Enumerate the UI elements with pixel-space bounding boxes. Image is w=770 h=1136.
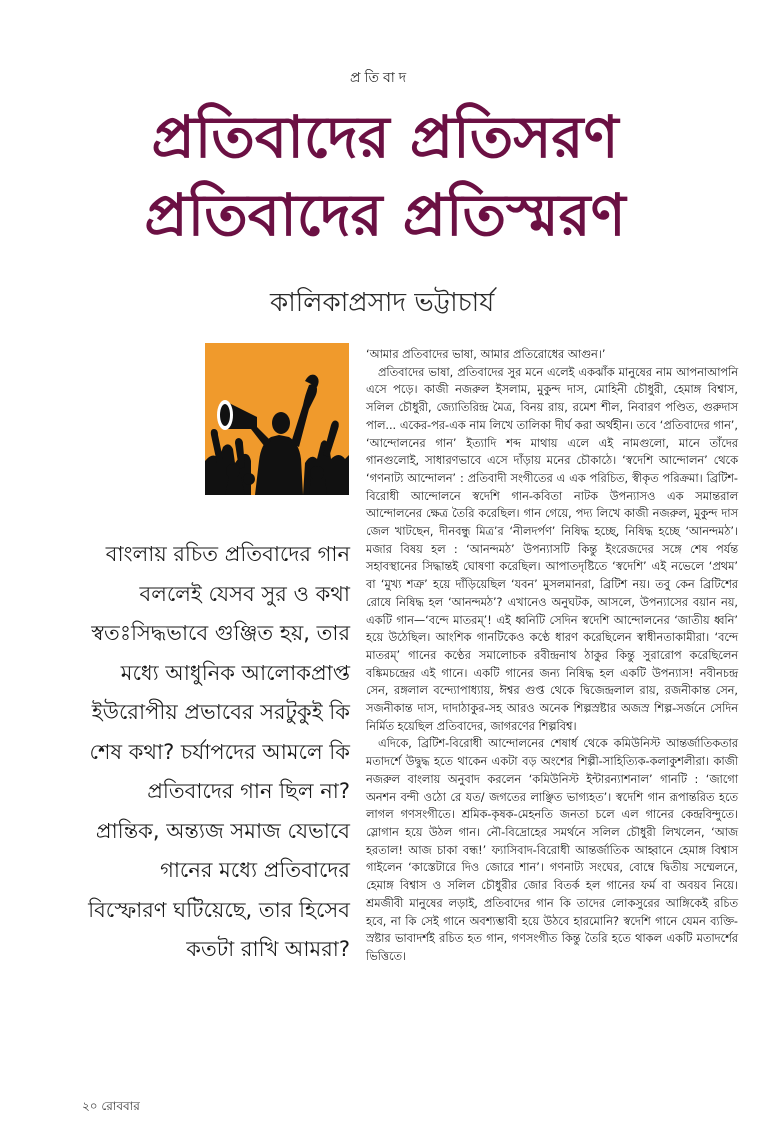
headline-line-1: প্রতিবাদের প্রতিসরণ (151, 103, 619, 171)
body-paragraph-2: প্রতিবাদের ভাষা, প্রতিবাদের সুর মনে এলেই একঝাঁক মানুষের নাম আপনাআপনি এসে পড়ে। কাজী নজরুল ইসলাম, মুকুন্দ দাস, মোহিনী চৌধুরী, হেমাঙ্গ বিশ্বাস, সলিল চৌধুরী, জ্যোতিরিন্দ্র মৈত্র, বিনয় রায়, রমেশ শীল, নিবারণ পণ্ডিত, গুরুদাস পাল... একের-পর-এক নাম লিখে তালিকা দীর্ঘ করা অর্থহীন। তবে ‘প্রতিবাদের গান’, ‘আন্দোলনের গান’ ইত্যাদি শব্দ মাথায় এলে এই নামগুলো, মানে তাঁদের গানগুলোই, সাধারণভাবে এসে দাঁড়ায় মনের চৌকাঠে। ‘স্বদেশি আন্দোলন’ থেকে ‘গণনাট্য আন্দোলন’ : প্রতিবাদী সংগীতের এ এক পরিচিত, স্বীকৃত পরিক্রমা। ব্রিটিশ-বিরোধী আন্দোলনে স্বদেশি গান-কবিতা নাটক উপন্যাসও এক সমান্তরাল আন্দোলনের ক্ষেত্র তৈরি করেছিল। গান গেয়ে, পদ্য লিখে কাজী নজরুল, মুকুন্দ দাস জেল খাটছেন, দীনবন্ধু মিত্র’র ‘নীলদর্পণ’ নিষিদ্ধ হচ্ছে, নিষিদ্ধ হচ্ছে ‘আনন্দমঠ’। মজার বিষয় হল : ‘আনন্দমঠ’ উপন্যাসটি কিন্তু ইংরেজদের সঙ্গে শেষ পর্যন্ত সহাবস্থানের সিদ্ধান্তই ঘোষণা করেছিল। আপাতদৃষ্টিতে ‘স্বদেশি’ এই নভেলে ‘প্রথম’ বা ‘মুখ্য শত্রু’ হয়ে দাঁড়িয়েছিল ‘যবন’ মুসলমানরা, ব্রিটিশ নয়। তবু কেন ব্রিটিশের রোষে নিষিদ্ধ হল ‘আনন্দমঠ’? এখানেও অনুঘটক, আসলে, উপন্যাসের বয়ান নয়, একটি গান—‘বন্দে মাতরম্’! এই ধ্বনিটি সেদিন স্বদেশি আন্দোলনের ‘জাতীয় ধ্বনি’ হয়ে উঠেছিল। আংশিক গানটিকেও কণ্ঠে ধারণ করেছিলেন স্বাধীনতাকামীরা। ‘বন্দে মাতরম্’ গানের কণ্ঠের সমালোচক রবীন্দ্রনাথ ঠাকুর কিন্তু সুরারোপ করেছিলেন বঙ্কিমচন্দ্রের এই গানে। একটি গানের জন্য নিষিদ্ধ হল একটি উপন্যাস! নবীনচন্দ্র সেন, রঙ্গলাল বন্দ্যোপাধ্যায়, ঈশ্বর গুপ্ত থেকে দ্বিজেন্দ্রলাল রায়, রজনীকান্ত সেন, সজনীকান্ত দাস, দাদাঠাকুর-সহ আরও অনেক শিল্পস্রষ্টার অজস্র শিল্প-সর্জনে সেদিন নির্মিত হয়েছিল প্রতিবাদের, জাগরণের শিল্পবিশ্ব। (366, 365, 738, 733)
headline (40, 98, 730, 254)
pull-quote: বাংলায় রচিত প্রতিবাদের গান বললেই যেসব সুর ও কথা স্বতঃসিদ্ধভাবে গুঞ্জিত হয়, তার মধ্যে আধুনিক আলোকপ্রাপ্ত ইউরোপীয় প্রভাবের সরটুকুই কি শেষ কথা? চর্যাপদের আমলে কি প্রতিবাদের গান ছিল না? প্রান্তিক, অন্ত্যজ সমাজ যেভাবে গানের মধ্যে প্রতিবাদের বিস্ফোরণ ঘটিয়েছে, তার হিসেব কতটা রাখি আমরা? (88, 542, 350, 961)
body-paragraph-3: এদিকে, ব্রিটিশ-বিরোধী আন্দোলনের শেষার্ধ থেকে কমিউনিস্ট আন্তর্জাতিকতার মতাদর্শে উদ্বুদ্ধ হতে থাকেন একটা বড় অংশের শিল্পী-সাহিত্যিক-কলাকুশলীরা। কাজী নজরুল বাংলায় অনুবাদ করলেন ‘কমিউনিস্ট ইন্টারন্যাশনাল’ গানটি : ‘জাগো অনশন বন্দী ওঠো রে যত/ জগতের লাঞ্ছিত ভাগ্যহত’। স্বদেশি গান রূপান্তরিত হতে লাগল গণসংগীতে। শ্রমিক-কৃষক-মেহনতি জনতা চলে এল গানের কেন্দ্রবিন্দুতে। স্লোগান হয়ে উঠল গান। নৌ-বিদ্রোহের সমর্থনে সলিল চৌধুরী লিখলেন, ‘আজ হরতাল! আজ চাকা বন্ধ!’ ফ্যাসিবাদ-বিরোধী আন্তর্জাতিক আহ্বানে হেমাঙ্গ বিশ্বাস গাইলেন ‘কাস্তেটারে দিও জোরে শান’। গণনাট্য সংঘের, বোম্বে দ্বিতীয় সম্মেলনে, হেমাঙ্গ বিশ্বাস ও সলিল চৌধুরীর জোর বিতর্ক হল গানের ফর্ম বা অবয়ব নিয়ে। শ্রমজীবী মানুষের লড়াই, প্রতিবাদের গান কি তাদের লোকসুরের আঙ্গিকেই রচিত হবে, না কি সেই গানে অবশ্যম্ভাবী হয়ে উঠবে হারমোনি? স্বদেশি গানে যেমন ব্যক্তি-স্রষ্টার ভাবাদর্শই রচিত হত গান, গণসংগীত কিন্তু তৈরি হতে থাকল একটি মতাদর্শের ভিত্তিতে। (366, 737, 738, 963)
page-footer: ২০ রোববার (82, 1099, 140, 1113)
section-kicker: প্রতিবাদ (350, 70, 411, 86)
author-byline: কালিকাপ্রসাদ ভট্টাচার্য (270, 288, 495, 318)
body-paragraph-1: ‘আমার প্রতিবাদের ভাষা, আমার প্রতিরোধের আগুন।’ (366, 348, 606, 361)
headline-line-2: প্রতিবাদের প্রতিস্মরণ (144, 181, 626, 249)
protest-megaphone-silhouette-icon (205, 343, 349, 495)
article-body (366, 346, 738, 966)
